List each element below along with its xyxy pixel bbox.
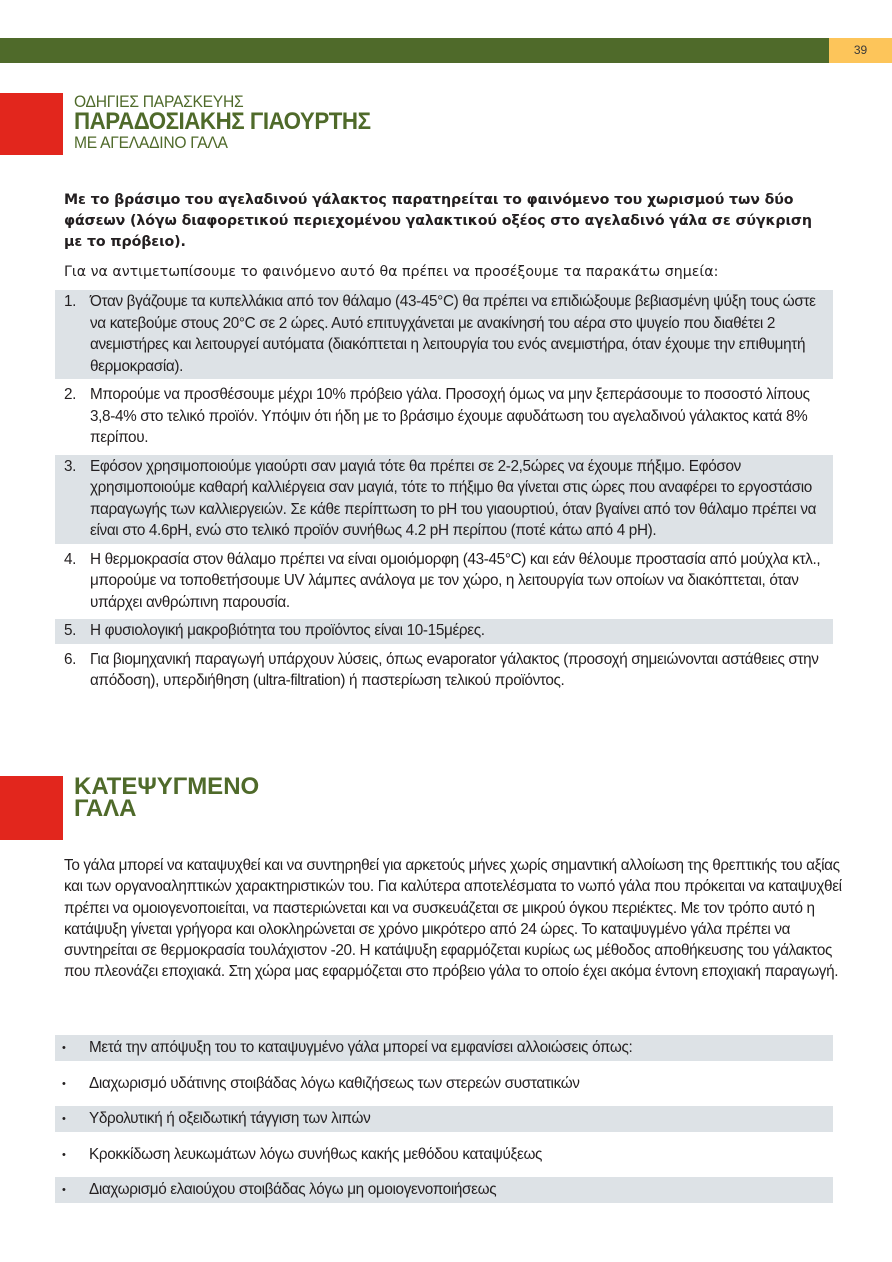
list-item <box>55 1177 833 1203</box>
list-item <box>55 1035 833 1061</box>
header-bar <box>0 38 829 63</box>
item-number: 1. <box>64 293 77 310</box>
title-line-1: ΟΔΗΓΙΕΣ ΠΑΡΑΣΚΕΥΗΣ <box>74 92 244 111</box>
item-text: Μπορούμε να προσθέσουμε μέχρι 10% πρόβειο γάλα. Προσοχή όμως να μην ξεπεράσουμε το ποσοστό λίπους 3,8-4% στο τελικό προϊόν. Υπόψιν ότι ήδη με το βράσιμο έχουμε αφυδάτωση του αγελαδινού γάλακτος κατά 8% περίπου. <box>90 386 810 446</box>
title-line-3: ΜΕ ΑΓΕΛΑΔΙΝΟ ΓΑΛΑ <box>74 133 228 152</box>
bullet-icon: • <box>62 1184 66 1196</box>
item-text: Μετά την απόψυξη του το καταψυγμένο γάλα μπορεί να εμφανίσει αλλοιώσεις όπως: <box>89 1039 633 1056</box>
list-item <box>55 1106 833 1132</box>
intro-text: Για να αντιμετωπίσουμε το φαινόμενο αυτό θα πρέπει να προσέξουμε τα παρακάτω σημεία: <box>64 264 719 280</box>
title-line-1: ΚΑΤΕΨΥΓΜΕΝΟ <box>74 773 260 800</box>
item-text: Για βιομηχανική παραγωγή υπάρχουν λύσεις, όπως evaporator γάλακτος (προσοχή σημειώνονται αστάθειες στην απόδοση), υπερδιήθηση (ultra-filtration) ή παστερίωση τελικού προϊόντος. <box>90 650 819 689</box>
item-text: Διαχωρισμό ελαιούχου στοιβάδας λόγω μη ομοιογενοποιήσεως <box>89 1181 497 1198</box>
section-marker-2 <box>0 776 63 840</box>
bullet-icon: • <box>62 1042 66 1054</box>
list-item <box>55 290 833 379</box>
item-text: Η θερμοκρασία στον θάλαμο πρέπει να είναι ομοιόμορφη (43-45°C) και εάν θέλουμε προστασία από μούχλα κτλ., μπορούμε να τοποθετήσουμε UV λάμπες ανάλογα με τον χώρο, η λειτουργία των οποίων να διακόπτεται, όταν υπάρχει ανθρώπινη παρουσία. <box>90 550 821 611</box>
list-item <box>55 1142 833 1168</box>
body-paragraph: Το γάλα μπορεί να καταψυχθεί και να συντηρηθεί για αρκετούς μήνες χωρίς σημαντική αλλοίωση της θρεπτικής του αξίας και των οργανοαληπτικών χαρακτηριστικών του. Για καλύτερα αποτελέσματα το νωπό γάλα που πρόκειται να καταψυχθεί πρέπει να ομοιογενοποιείται, να παστεριώνεται και να συσκευάζεται σε μικρού όγκου περιέκτες. Με τον τρόπο αυτό η κατάψυξη γίνεται γρήγορα και ολοκληρώνεται σε χρόνο μικρότερο από 24 ώρες. Το καταψυγμένο γάλα πρέπει να συντηρείται σε θερμοκρασία τουλάχιστον -20. Η κατάψυξη εφαρμόζεται κυρίως ως μέθοδος αποθήκευσης του γάλακτος που πλεονάζει εποχιακά. Στη χώρα μας εφαρμόζεται στο πρόβειο γάλα το οποίο έχει ακόμα έντονη εποχιακή παραγωγή. <box>64 857 842 981</box>
item-number: 2. <box>64 386 77 403</box>
item-number: 3. <box>64 457 77 475</box>
item-text: Κροκκίδωση λευκωμάτων λόγω συνήθως κακής μεθόδου καταψύξεως <box>89 1145 543 1163</box>
intro-bold-text: Με το βράσιμο του αγελαδινού γάλακτος παρατηρείται το φαινόμενο του χωρισμού των δύο φάσεων (λόγω διαφορετικού περιεχομένου γαλακτικού οξέος στο αγελαδινό γάλα σε σύγκριση με το πρόβειο). <box>64 192 812 250</box>
item-text: Όταν βγάζουμε τα κυπελλάκια από τον θάλαμο (43-45°C) θα πρέπει να επιδιώξουμε βεβιασμένη ψύξη τους ώστε να κατεβούμε στους 20°C σε 2 ώρες. Αυτό επιτυγχάνεται με ανακίνησή του αέρα στο ψυγείο που διαθέτει 2 ανεμιστήρες και λειτουργεί αυτόματα (διακόπτεται η λειτουργία του ενός ανεμιστήρα, όταν έχουμε την επιθυμητή θερμοκρασία). <box>90 293 816 375</box>
list-item <box>55 648 833 694</box>
item-number: 5. <box>64 622 77 639</box>
bullet-icon: • <box>62 1077 66 1090</box>
bullet-icon: • <box>62 1148 66 1161</box>
item-number: 4. <box>64 550 77 568</box>
title-line-2: ΠΑΡΑΔΟΣΙΑΚΗΣ ΓΙΑΟΥΡΤΗΣ <box>74 108 371 135</box>
list-item <box>55 1071 833 1097</box>
bullet-list <box>55 1035 833 1213</box>
item-text: Εφόσον χρησιμοποιούμε γιαούρτι σαν μαγιά τότε θα πρέπει σε 2-2,5ώρες να έχουμε πήξιμο. Εφόσον χρησιμοποιούμε καθαρή καλλιέργεια σαν μαγιά, τότε το πήξιμο θα γίνεται στις ώρες που αναφέρει το εργοστάσιο παραγωγής των καλλιεργειών. Σε κάθε περίπτωση το pH του γιαουρτιού, όταν βγαίνει από τον θάλαμο πρέπει να είναι στο 4.6pH, ενώ στο τελικό προϊόν συνήθως 4.2 pH περίπου (ποτέ κάτω από 4 pH). <box>90 457 817 539</box>
list-item <box>55 619 833 644</box>
title-line-2: ΓΑΛΑ <box>74 795 137 822</box>
list-item <box>55 383 833 451</box>
item-text: Η φυσιολογική μακροβιότητα του προϊόντος είναι 10-15μέρες. <box>90 622 485 639</box>
section-title-frozen-milk <box>74 773 260 822</box>
item-text: Υδρολυτική ή οξειδωτική τάγγιση των λιπών <box>89 1110 371 1127</box>
item-number: 6. <box>64 650 77 668</box>
list-item <box>55 548 833 616</box>
item-text: Διαχωρισμό υδάτινης στοιβάδας λόγω καθιζήσεως των στερεών συστατικών <box>89 1074 580 1092</box>
list-item <box>55 455 833 544</box>
page-number: 39 <box>829 38 892 63</box>
section-marker-1 <box>0 93 63 155</box>
section-title-yogurt <box>74 93 393 151</box>
numbered-list <box>55 290 833 698</box>
bullet-icon: • <box>62 1113 66 1125</box>
